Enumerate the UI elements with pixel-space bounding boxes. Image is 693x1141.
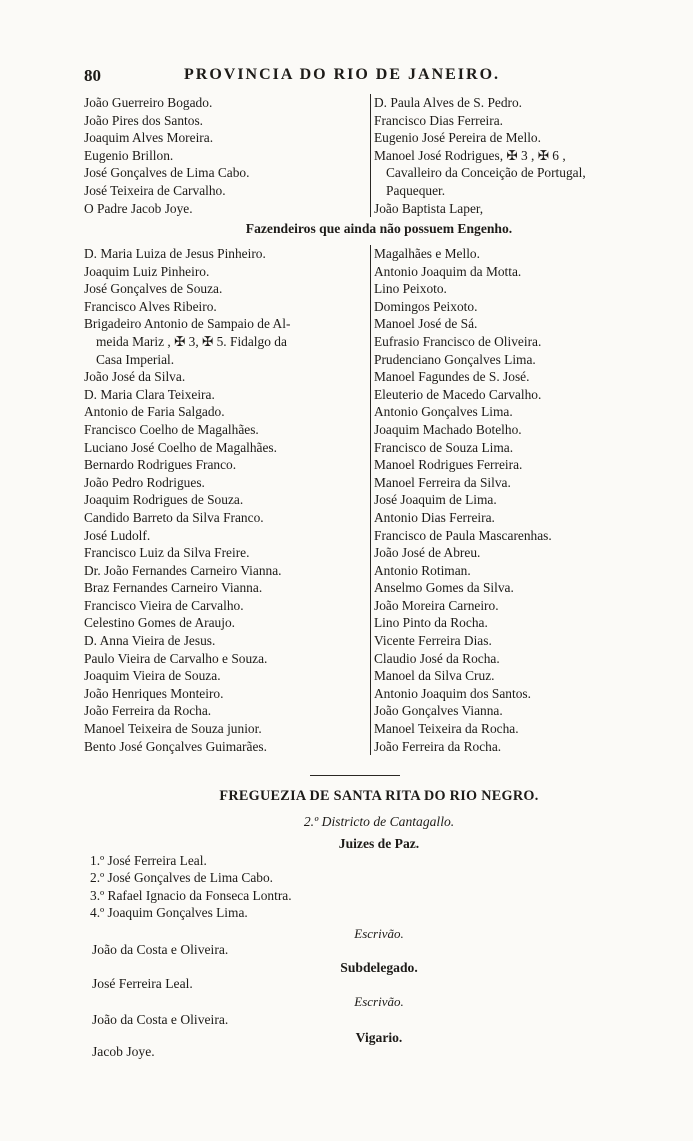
fazendeiros-heading: Fazendeiros que ainda não possuem Engenho.	[245, 221, 513, 236]
name-entry: João Henriques Monteiro.	[84, 685, 224, 701]
name-entry: meida Mariz , ✠ 3, ✠ 5. Fidalgo da	[96, 333, 287, 349]
name-entry: Antonio de Faria Salgado.	[84, 404, 225, 420]
name-entry: D. Anna Vieira de Jesus.	[84, 633, 216, 649]
name-entry: Manoel Teixeira de Souza junior.	[84, 721, 262, 737]
name-entry: Domingos Peixoto.	[374, 298, 478, 314]
name-entry: Manoel José Rodrigues, ✠ 3 , ✠ 6 ,	[374, 147, 566, 163]
juizes-list	[90, 852, 292, 922]
name-entry: Antonio Gonçalves Lima.	[374, 404, 513, 420]
name-entry: Francisco Coelho de Magalhães.	[84, 421, 259, 437]
name-entry: João Baptista Laper,	[374, 200, 484, 216]
name-entry: José Gonçalves de Lima Cabo.	[84, 165, 250, 181]
vigario-heading: Vigario.	[355, 1030, 403, 1045]
page-header	[84, 66, 684, 88]
name-entry: Francisco Vieira de Carvalho.	[84, 597, 244, 613]
name-entry: Braz Fernandes Carneiro Vianna.	[84, 580, 263, 596]
running-title: PROVINCIA DO RIO DE JANEIRO.	[184, 66, 501, 83]
subdelegado-name: José Ferreira Leal.	[92, 976, 193, 991]
escrivao-name-2: João da Costa e Oliveira.	[92, 1012, 229, 1027]
name-entry: Luciano José Coelho de Magalhães.	[84, 439, 277, 455]
escrivao-heading-1: Escrivão.	[354, 926, 404, 941]
name-entry: Brigadeiro Antonio de Sampaio de Al-	[84, 316, 291, 332]
name-entry: Prudenciano Gonçalves Lima.	[374, 351, 536, 367]
name-entry: Vicente Ferreira Dias.	[374, 633, 492, 649]
name-entry: José Ludolf.	[84, 527, 151, 543]
name-entry: Candido Barreto da Silva Franco.	[84, 509, 264, 525]
name-entry: José Teixeira de Carvalho.	[84, 182, 226, 198]
name-entry: Antonio Joaquim dos Santos.	[374, 685, 531, 701]
name-entry: Manoel José de Sá.	[374, 316, 478, 332]
name-entry: Francisco de Paula Mascarenhas.	[374, 527, 552, 543]
juizes-heading: Juizes de Paz.	[338, 836, 420, 851]
name-entry: Eleuterio de Macedo Carvalho.	[374, 386, 542, 402]
name-entry: José Gonçalves de Souza.	[84, 281, 223, 297]
name-entry: Joaquim Machado Botelho.	[374, 421, 522, 437]
name-entry: João Guerreiro Bogado.	[84, 95, 213, 110]
name-entry: Bento José Gonçalves Guimarães.	[84, 738, 267, 754]
name-entry: Manoel da Silva Cruz.	[374, 668, 495, 684]
name-entry: Claudio José da Rocha.	[374, 650, 500, 666]
name-entry: João José da Silva.	[84, 369, 186, 385]
name-entry: Dr. João Fernandes Carneiro Vianna.	[84, 562, 282, 578]
name-entry: Francisco de Souza Lima.	[374, 439, 514, 455]
name-entry: Celestino Gomes de Araujo.	[84, 615, 235, 631]
top-right-column	[370, 94, 678, 217]
name-entry: João Gonçalves Vianna.	[374, 703, 503, 719]
name-entry: Eufrasio Francisco de Oliveira.	[374, 333, 542, 349]
page-number: 80	[84, 66, 101, 85]
name-entry: Paquequer.	[386, 182, 446, 198]
name-entry: Lino Pinto da Rocha.	[374, 615, 488, 631]
name-entry: 4.º Joaquim Gonçalves Lima.	[90, 905, 248, 921]
freguezia-title: FREGUEZIA DE SANTA RITA DO RIO NEGRO.	[219, 788, 539, 804]
district-subtitle: 2.º Districto de Cantagallo.	[303, 814, 455, 829]
name-entry: Manoel Fagundes de S. José.	[374, 369, 530, 385]
name-entry: Antonio Joaquim da Motta.	[374, 263, 522, 279]
name-entry: Manoel Rodrigues Ferreira.	[374, 457, 523, 473]
name-entry: João Ferreira da Rocha.	[374, 738, 502, 754]
name-entry: D. Maria Luiza de Jesus Pinheiro.	[84, 246, 266, 261]
name-entry: Anselmo Gomes da Silva.	[374, 580, 514, 596]
name-entry: Paulo Vieira de Carvalho e Souza.	[84, 650, 268, 666]
name-entry: Joaquim Rodrigues de Souza.	[84, 492, 244, 508]
name-entry: Francisco Alves Ribeiro.	[84, 298, 217, 314]
name-entry: Casa Imperial.	[96, 351, 175, 367]
name-entry: Joaquim Luiz Pinheiro.	[84, 263, 210, 279]
name-entry: Francisco Dias Ferreira.	[374, 112, 504, 128]
name-entry: João Ferreira da Rocha.	[84, 703, 212, 719]
subdelegado-heading: Subdelegado.	[340, 960, 418, 975]
name-entry: João Pedro Rodrigues.	[84, 474, 205, 490]
name-entry: 3.º Rafael Ignacio da Fonseca Lontra.	[90, 887, 292, 903]
name-entry: Cavalleiro da Conceição de Portugal,	[386, 165, 586, 181]
name-entry: João Pires dos Santos.	[84, 112, 204, 128]
name-entry: 1.º José Ferreira Leal.	[90, 853, 207, 868]
top-left-column	[84, 94, 364, 217]
name-entry: D. Maria Clara Teixeira.	[84, 386, 215, 402]
name-entry: Antonio Dias Ferreira.	[374, 509, 495, 525]
name-entry: Joaquim Alves Moreira.	[84, 130, 214, 146]
name-entry: Manoel Ferreira da Silva.	[374, 474, 511, 490]
name-entry: José Joaquim de Lima.	[374, 492, 497, 508]
escrivao-heading-2: Escrivão.	[354, 994, 404, 1009]
name-entry: Eugenio Brillon.	[84, 147, 174, 163]
name-entry: Magalhães e Mello.	[374, 246, 480, 261]
name-entry: João José de Abreu.	[374, 545, 481, 561]
name-entry: Manoel Teixeira da Rocha.	[374, 721, 519, 737]
name-entry: Eugenio José Pereira de Mello.	[374, 130, 541, 146]
fazendeiros-left-column	[84, 245, 364, 755]
name-entry: Joaquim Vieira de Souza.	[84, 668, 221, 684]
name-entry: Francisco Luiz da Silva Freire.	[84, 545, 250, 561]
escrivao-name-1: João da Costa e Oliveira.	[92, 942, 229, 957]
name-entry: O Padre Jacob Joye.	[84, 200, 193, 216]
name-entry: D. Paula Alves de S. Pedro.	[374, 95, 523, 110]
name-entry: João Moreira Carneiro.	[374, 597, 499, 613]
name-entry: 2.º José Gonçalves de Lima Cabo.	[90, 870, 274, 886]
section-divider	[310, 775, 400, 776]
name-entry: Lino Peixoto.	[374, 281, 447, 297]
name-entry: Antonio Rotiman.	[374, 562, 471, 578]
vigario-name: Jacob Joye.	[92, 1044, 155, 1059]
name-entry: Bernardo Rodrigues Franco.	[84, 457, 237, 473]
fazendeiros-right-column	[370, 245, 678, 755]
